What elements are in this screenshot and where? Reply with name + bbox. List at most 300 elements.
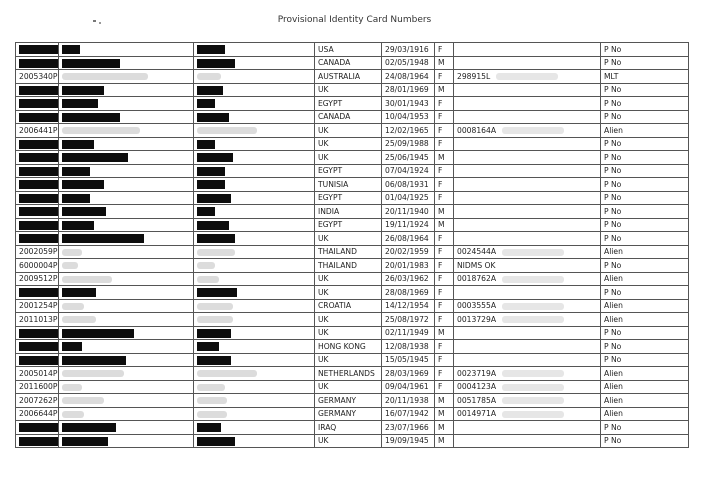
table-row <box>16 97 689 111</box>
date-of-birth: 26/08/1964 <box>385 233 429 243</box>
nationality: UK <box>318 355 329 365</box>
redaction-bar <box>19 437 59 446</box>
nationality-cell <box>315 137 382 151</box>
id-cell <box>16 164 59 178</box>
blurred-name <box>197 276 219 283</box>
nationality: UK <box>318 139 329 149</box>
redaction-bar <box>197 207 215 216</box>
sex-cell <box>435 286 454 300</box>
redaction-bar <box>62 437 108 446</box>
other-name-cell <box>194 340 315 354</box>
nationality-cell <box>315 151 382 165</box>
nationality-cell <box>315 124 382 138</box>
date-of-birth: 25/08/1972 <box>385 314 429 324</box>
redaction-bar <box>19 180 59 189</box>
id-number: 2002059P <box>19 247 58 257</box>
nationality-cell <box>315 367 382 381</box>
sex-cell <box>435 191 454 205</box>
id-number: 2001254P <box>19 301 58 311</box>
other-name-cell <box>194 110 315 124</box>
sex: F <box>438 112 443 122</box>
redaction-bar <box>19 234 59 243</box>
other-name-cell <box>194 326 315 340</box>
sex: F <box>438 355 443 365</box>
blurred-name <box>62 276 112 283</box>
status-cell <box>601 232 689 246</box>
other-name-cell <box>194 124 315 138</box>
other-name-cell <box>194 259 315 273</box>
table-row <box>16 367 689 381</box>
date-of-birth: 23/07/1966 <box>385 422 429 432</box>
sex: M <box>438 58 445 68</box>
id-cell <box>16 56 59 70</box>
name-cell <box>59 367 194 381</box>
status-cell <box>601 367 689 381</box>
sex: F <box>438 314 443 324</box>
redaction-bar <box>197 86 223 95</box>
blurred-detail <box>502 411 564 418</box>
id-cell <box>16 353 59 367</box>
date-of-birth: 28/08/1969 <box>385 287 429 297</box>
status: P No <box>604 85 622 95</box>
blurred-name <box>197 384 225 391</box>
status: P No <box>604 98 622 108</box>
sex: F <box>438 71 443 81</box>
sex-cell <box>435 110 454 124</box>
blurred-name <box>62 316 96 323</box>
table-row <box>16 326 689 340</box>
status-cell <box>601 164 689 178</box>
name-cell <box>59 43 194 57</box>
name-cell <box>59 299 194 313</box>
table-row <box>16 272 689 286</box>
status: P No <box>604 206 622 216</box>
blurred-name <box>62 384 82 391</box>
card-number-cell <box>454 245 601 259</box>
nationality-cell <box>315 218 382 232</box>
other-name-cell <box>194 97 315 111</box>
sex-cell <box>435 380 454 394</box>
date-of-birth: 20/11/1938 <box>385 395 429 405</box>
blurred-name <box>62 249 82 256</box>
card-number-cell <box>454 137 601 151</box>
nationality-cell <box>315 245 382 259</box>
blurred-detail <box>502 249 564 256</box>
redaction-bar <box>62 207 106 216</box>
blurred-detail <box>502 276 564 283</box>
sex: M <box>438 328 445 338</box>
status: P No <box>604 233 622 243</box>
blurred-name <box>62 127 140 134</box>
status: P No <box>604 193 622 203</box>
card-number-cell <box>454 286 601 300</box>
id-cell <box>16 434 59 448</box>
sex-cell <box>435 70 454 84</box>
card-number-cell <box>454 340 601 354</box>
sex: F <box>438 260 443 270</box>
card-number-cell <box>454 178 601 192</box>
redaction-bar <box>62 86 104 95</box>
status-cell <box>601 151 689 165</box>
redaction-bar <box>197 153 233 162</box>
status-cell <box>601 43 689 57</box>
status-cell <box>601 421 689 435</box>
sex: M <box>438 436 445 446</box>
status-cell <box>601 124 689 138</box>
other-name-cell <box>194 164 315 178</box>
page-title: Provisional Identity Card Numbers <box>277 15 432 25</box>
redaction-bar <box>197 59 235 68</box>
card-number-cell <box>454 83 601 97</box>
other-name-cell <box>194 191 315 205</box>
redaction-bar <box>19 221 59 230</box>
redaction-bar <box>62 180 104 189</box>
id-cell <box>16 394 59 408</box>
nationality-cell <box>315 407 382 421</box>
sex: F <box>438 233 443 243</box>
status: P No <box>604 58 622 68</box>
name-cell <box>59 394 194 408</box>
sex-cell <box>435 97 454 111</box>
redaction-bar <box>19 207 59 216</box>
dob-cell <box>382 272 435 286</box>
card-number-cell <box>454 353 601 367</box>
status: P No <box>604 328 622 338</box>
status: P No <box>604 436 622 446</box>
nationality-cell <box>315 83 382 97</box>
name-cell <box>59 380 194 394</box>
blurred-detail <box>502 384 564 391</box>
nationality-cell <box>315 340 382 354</box>
sex-cell <box>435 313 454 327</box>
id-cell <box>16 340 59 354</box>
table-row <box>16 205 689 219</box>
sex: F <box>438 179 443 189</box>
card-number-cell <box>454 407 601 421</box>
dob-cell <box>382 286 435 300</box>
blurred-name <box>197 303 233 310</box>
status: Alien <box>604 125 623 135</box>
name-cell <box>59 178 194 192</box>
nationality: GERMANY <box>318 395 357 405</box>
date-of-birth: 15/05/1945 <box>385 355 429 365</box>
card-number-cell <box>454 97 601 111</box>
status-cell <box>601 394 689 408</box>
dob-cell <box>382 245 435 259</box>
nationality-cell <box>315 43 382 57</box>
dob-cell <box>382 259 435 273</box>
redaction-bar <box>62 423 116 432</box>
dob-cell <box>382 178 435 192</box>
dob-cell <box>382 191 435 205</box>
nationality: INDIA <box>318 206 340 216</box>
sex-cell <box>435 259 454 273</box>
status: P No <box>604 220 622 230</box>
card-number-cell <box>454 232 601 246</box>
nationality: UK <box>318 85 329 95</box>
other-name-cell <box>194 272 315 286</box>
other-name-cell <box>194 245 315 259</box>
redaction-bar <box>197 113 229 122</box>
status-cell <box>601 137 689 151</box>
sex-cell <box>435 340 454 354</box>
blurred-name <box>197 127 257 134</box>
nationality-cell <box>315 286 382 300</box>
table-row <box>16 43 689 57</box>
nationality: EGYPT <box>318 220 343 230</box>
name-cell <box>59 286 194 300</box>
dob-cell <box>382 218 435 232</box>
sex: F <box>438 125 443 135</box>
sex: M <box>438 152 445 162</box>
blurred-name <box>197 262 215 269</box>
dob-cell <box>382 407 435 421</box>
status: P No <box>604 139 622 149</box>
name-cell <box>59 124 194 138</box>
date-of-birth: 12/08/1938 <box>385 341 429 351</box>
date-of-birth: 20/01/1983 <box>385 260 429 270</box>
date-of-birth: 29/03/1916 <box>385 44 429 54</box>
status-cell <box>601 313 689 327</box>
blurred-name <box>197 249 235 256</box>
card-number-cell <box>454 380 601 394</box>
redaction-bar <box>197 221 229 230</box>
nationality-cell <box>315 313 382 327</box>
id-number: 2006441P <box>19 125 58 135</box>
status: P No <box>604 166 622 176</box>
dob-cell <box>382 137 435 151</box>
identity-card-table <box>15 42 689 448</box>
nationality: GERMANY <box>318 409 357 419</box>
table-row <box>16 164 689 178</box>
card-number: 0018762A <box>457 274 497 284</box>
redaction-bar <box>197 180 225 189</box>
status-cell <box>601 353 689 367</box>
id-number: 2011600P <box>19 382 58 392</box>
id-cell <box>16 245 59 259</box>
id-cell <box>16 97 59 111</box>
status-cell <box>601 70 689 84</box>
redaction-bar <box>19 99 59 108</box>
status: MLT <box>604 71 619 81</box>
card-number-cell <box>454 164 601 178</box>
scan-speck <box>93 20 96 22</box>
redaction-bar <box>62 99 98 108</box>
blurred-name <box>62 411 84 418</box>
sex-cell <box>435 205 454 219</box>
dob-cell <box>382 367 435 381</box>
nationality: UK <box>318 314 329 324</box>
id-cell <box>16 70 59 84</box>
redaction-bar <box>197 99 215 108</box>
redaction-bar <box>19 59 59 68</box>
card-number-cell <box>454 259 601 273</box>
date-of-birth: 25/09/1988 <box>385 139 429 149</box>
id-cell <box>16 259 59 273</box>
sex-cell <box>435 353 454 367</box>
other-name-cell <box>194 218 315 232</box>
name-cell <box>59 313 194 327</box>
name-cell <box>59 407 194 421</box>
nationality: UK <box>318 436 329 446</box>
dob-cell <box>382 380 435 394</box>
card-number-cell <box>454 70 601 84</box>
sex-cell <box>435 326 454 340</box>
status-cell <box>601 97 689 111</box>
card-number-cell <box>454 394 601 408</box>
card-number-cell <box>454 205 601 219</box>
nationality: CROATIA <box>318 301 352 311</box>
dob-cell <box>382 97 435 111</box>
redaction-bar <box>197 437 235 446</box>
nationality-cell <box>315 178 382 192</box>
status-cell <box>601 83 689 97</box>
redaction-bar <box>62 113 120 122</box>
name-cell <box>59 434 194 448</box>
date-of-birth: 02/11/1949 <box>385 328 429 338</box>
id-cell <box>16 205 59 219</box>
sex: M <box>438 206 445 216</box>
sex: M <box>438 422 445 432</box>
blurred-name <box>197 73 221 80</box>
nationality-cell <box>315 164 382 178</box>
status: Alien <box>604 409 623 419</box>
card-number: 0023719A <box>457 368 497 378</box>
id-cell <box>16 218 59 232</box>
id-cell <box>16 137 59 151</box>
nationality-cell <box>315 70 382 84</box>
redaction-bar <box>197 194 231 203</box>
status: P No <box>604 422 622 432</box>
redaction-bar <box>62 234 144 243</box>
sex: M <box>438 85 445 95</box>
blurred-detail <box>496 73 558 80</box>
table-row <box>16 394 689 408</box>
card-number-cell <box>454 151 601 165</box>
table-row <box>16 218 689 232</box>
redaction-bar <box>19 86 59 95</box>
status: Alien <box>604 382 623 392</box>
sex-cell <box>435 421 454 435</box>
sex-cell <box>435 137 454 151</box>
redaction-bar <box>19 153 59 162</box>
nationality: THAILAND <box>318 260 357 270</box>
nationality-cell <box>315 299 382 313</box>
card-number-cell <box>454 299 601 313</box>
name-cell <box>59 151 194 165</box>
id-number: 2009512P <box>19 274 58 284</box>
date-of-birth: 19/11/1924 <box>385 220 429 230</box>
table-row <box>16 191 689 205</box>
name-cell <box>59 272 194 286</box>
status: P No <box>604 44 622 54</box>
table-row <box>16 137 689 151</box>
sex: F <box>438 382 443 392</box>
dob-cell <box>382 83 435 97</box>
name-cell <box>59 259 194 273</box>
card-number: 0024544A <box>457 247 497 257</box>
other-name-cell <box>194 394 315 408</box>
blurred-detail <box>502 303 564 310</box>
table-row <box>16 421 689 435</box>
redaction-bar <box>62 329 134 338</box>
nationality: TUNISIA <box>318 179 349 189</box>
other-name-cell <box>194 299 315 313</box>
redaction-bar <box>197 329 231 338</box>
nationality: UK <box>318 125 329 135</box>
id-cell <box>16 299 59 313</box>
status: P No <box>604 355 622 365</box>
table-row <box>16 83 689 97</box>
other-name-cell <box>194 56 315 70</box>
sex: M <box>438 220 445 230</box>
sex: F <box>438 341 443 351</box>
redaction-bar <box>62 140 94 149</box>
name-cell <box>59 340 194 354</box>
nationality-cell <box>315 97 382 111</box>
id-cell <box>16 151 59 165</box>
sex-cell <box>435 43 454 57</box>
blurred-name <box>62 73 148 80</box>
status: P No <box>604 260 622 270</box>
redaction-bar <box>197 234 235 243</box>
status-cell <box>601 259 689 273</box>
redaction-bar <box>19 342 59 351</box>
nationality: EGYPT <box>318 193 343 203</box>
name-cell <box>59 191 194 205</box>
date-of-birth: 28/01/1969 <box>385 85 429 95</box>
redaction-bar <box>19 167 59 176</box>
dob-cell <box>382 232 435 246</box>
id-cell <box>16 178 59 192</box>
other-name-cell <box>194 70 315 84</box>
card-number-cell <box>454 218 601 232</box>
nationality: UK <box>318 233 329 243</box>
id-cell <box>16 110 59 124</box>
date-of-birth: 14/12/1954 <box>385 301 429 311</box>
sex: F <box>438 139 443 149</box>
date-of-birth: 30/01/1943 <box>385 98 429 108</box>
dob-cell <box>382 421 435 435</box>
id-cell <box>16 407 59 421</box>
dob-cell <box>382 43 435 57</box>
sex-cell <box>435 151 454 165</box>
status: Alien <box>604 395 623 405</box>
id-number: 2006644P <box>19 409 58 419</box>
card-number-cell <box>454 110 601 124</box>
other-name-cell <box>194 43 315 57</box>
other-name-cell <box>194 286 315 300</box>
sex: F <box>438 368 443 378</box>
date-of-birth: 07/04/1924 <box>385 166 429 176</box>
id-cell <box>16 191 59 205</box>
sex-cell <box>435 299 454 313</box>
date-of-birth: 20/11/1940 <box>385 206 429 216</box>
id-cell <box>16 421 59 435</box>
status-cell <box>601 326 689 340</box>
sex: F <box>438 98 443 108</box>
other-name-cell <box>194 407 315 421</box>
redaction-bar <box>197 288 237 297</box>
status: P No <box>604 112 622 122</box>
date-of-birth: 16/07/1942 <box>385 409 429 419</box>
sex-cell <box>435 83 454 97</box>
sex-cell <box>435 434 454 448</box>
status-cell <box>601 56 689 70</box>
status-cell <box>601 110 689 124</box>
redaction-bar <box>62 59 120 68</box>
card-number-cell <box>454 367 601 381</box>
